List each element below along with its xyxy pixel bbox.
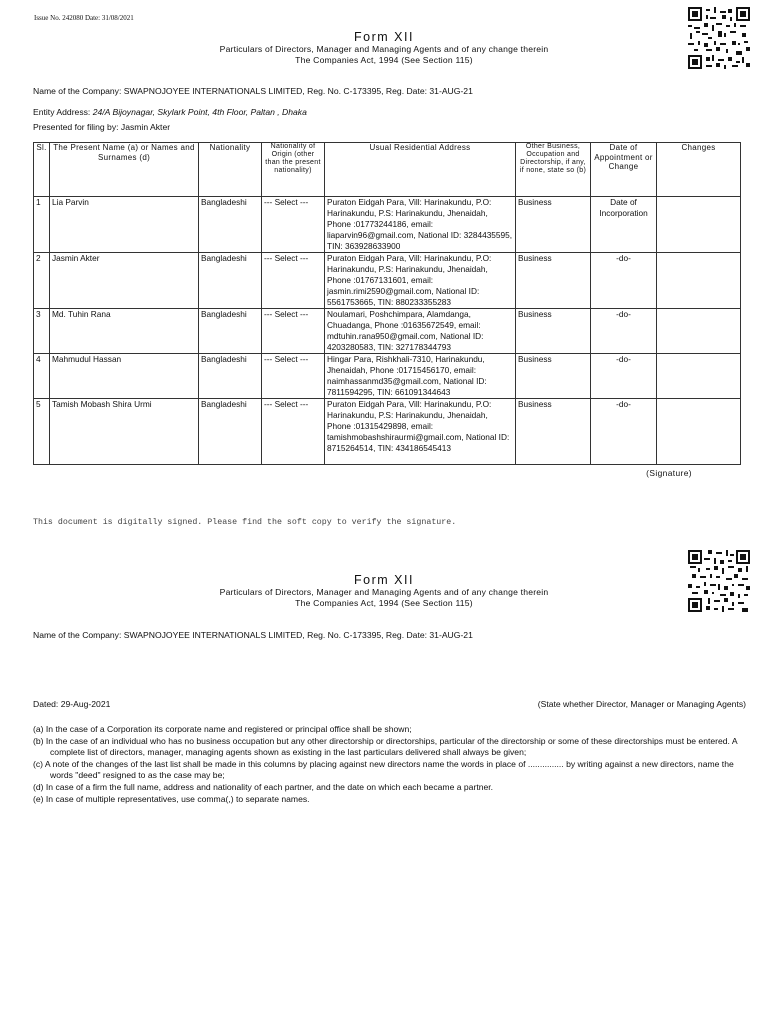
header-name: The Present Name (a) or Names and Surnames (d) [50,143,199,197]
row-name: Lia Parvin [50,197,199,253]
digital-signature-note: This document is digitally signed. Please find the soft copy to verify the signature. [33,518,457,527]
entity-address-value: 24/A Bijoynagar, Skylark Point, 4th Floor, Paltan , Dhaka [92,107,307,117]
row-date: -do- [591,354,657,399]
table-row [34,197,741,253]
page2-form-subtitle: Particulars of Directors, Manager and Managing Agents and of any change therein [219,587,549,597]
table-row [34,399,741,465]
row-sl: 2 [34,253,50,309]
company-line: Name of the Company: SWAPNOJOYEE INTERNATIONALS LIMITED, Reg. No. C-173395, Reg. Date: 31-AUG-21 [33,86,473,96]
row-sl: 5 [34,399,50,465]
header-date: Date of Appointment or Change [591,143,657,197]
header-changes: Changes [657,143,741,197]
row-date: -do- [591,309,657,354]
entity-address-label: Entity Address: [33,107,91,117]
row-other-business: Business [516,197,591,253]
header-sl: Sl. [34,143,50,197]
form-subtitle: Particulars of Directors, Manager and Managing Agents and of any change therein [219,44,549,54]
row-address: Hingar Para, Rishkhali-7310, Harinakundu, Jhenaidah, Phone :01715456170, email: naimhassanmd35@gmail.com, National ID: 7811594295, TIN: 661091344643 [325,354,516,399]
row-date: Date of Incorporation [591,197,657,253]
presented-by: Presented for filing by: Jasmin Akter [33,122,171,132]
footnote-b: (b) In the case of an individual who has no business occupation but any other directorship or directorships, particular of the directorship or some of these directorships must be entered. A complete list of directors, manager, managing agents shown as existing in the last particulars delivered shall always be given; [33,735,738,758]
row-changes [657,399,741,465]
row-other-business: Business [516,399,591,465]
row-name: Md. Tuhin Rana [50,309,199,354]
row-nationality: Bangladeshi [199,197,262,253]
row-nationality: Bangladeshi [199,399,262,465]
footnote-e: (e) In case of multiple representatives, use comma(,) to separate names. [33,793,310,804]
row-nationality: Bangladeshi [199,354,262,399]
row-origin-select: --- Select --- [262,354,325,399]
footnote-c: (c) A note of the changes of the last list shall be made in this columns by placing against new directors name the words in place of ............... by writing against a new directors, name the words "deed" resigned to as the case may be; [33,758,734,781]
row-nationality: Bangladeshi [199,309,262,354]
directors-table [33,142,741,465]
row-address: Puraton Eidgah Para, Vill: Harinakundu, P.O: Harinakundu, P.S: Harinakundu, Jhenaidah, Phone :01767131601, email: jasmin.rimi2590@gmail.com, National ID: 5561753665, TIN: 880233355283 [325,253,516,309]
row-name: Tamish Mobash Shira Urmi [50,399,199,465]
form-title: Form XII [354,30,414,44]
footnote-a: (a) In the case of a Corporation its corporate name and registered or principal office shall be shown; [33,724,412,734]
signature-label: (Signature) [646,468,692,478]
row-sl: 1 [34,197,50,253]
row-address: Puraton Eidgah Para, Vill: Harinakundu, P.O: Harinakundu, P.S: Harinakundu, Jhenaidah, Phone :01315429898, email: tamishmobashshiraurmi@gmail.com, National ID: 8715264514, TIN: 434186545413 [325,399,516,465]
table-row [34,309,741,354]
page2-form-title: Form XII [354,573,414,587]
header-nationality: Nationality [199,143,262,197]
row-date: -do- [591,399,657,465]
row-other-business: Business [516,309,591,354]
row-sl: 4 [34,354,50,399]
row-origin-select: --- Select --- [262,399,325,465]
row-changes [657,354,741,399]
entity-address [33,107,307,117]
page2-company-line: Name of the Company: SWAPNOJOYEE INTERNATIONALS LIMITED, Reg. No. C-173395, Reg. Date: 31-AUG-21 [33,630,473,640]
footnotes [33,724,753,805]
dated-line: Dated: 29-Aug-2021 [33,699,111,709]
header-other-business: Other Business, Occupation and Directorship, if any, if none, state so (b) [516,143,591,197]
row-address: Noulamari, Poshchimpara, Alamdanga, Chuadanga, Phone :01635672549, email: mdtuhin.rana950@gmail.com, National ID: 4203280583, TIN: 327178344793 [325,309,516,354]
page2-act-reference: The Companies Act, 1994 (See Section 115) [295,598,473,608]
row-origin-select: --- Select --- [262,309,325,354]
row-other-business: Business [516,354,591,399]
footnote-d: (d) In case of a firm the full name, address and nationality of each partner, and the date on which each became a partner. [33,781,494,792]
table-header-row [34,143,741,197]
row-changes [657,253,741,309]
row-nationality: Bangladeshi [199,253,262,309]
row-origin-select: --- Select --- [262,197,325,253]
state-whether-line: (State whether Director, Manager or Managing Agents) [537,699,746,709]
act-reference: The Companies Act, 1994 (See Section 115) [295,55,473,65]
header-origin: Nationality of Origin (other than the present nationality) [262,143,325,197]
row-changes [657,309,741,354]
row-sl: 3 [34,309,50,354]
row-name: Jasmin Akter [50,253,199,309]
header-address: Usual Residential Address [325,143,516,197]
row-other-business: Business [516,253,591,309]
table-row [34,354,741,399]
table-row [34,253,741,309]
row-name: Mahmudul Hassan [50,354,199,399]
row-origin-select: --- Select --- [262,253,325,309]
row-date: -do- [591,253,657,309]
row-changes [657,197,741,253]
row-address: Puraton Eidgah Para, Vill: Harinakundu, P.O: Harinakundu, P.S: Harinakundu, Jhenaidah, Phone :01773244186, email: liaparvin96@gmail.com, National ID: 3284435595, TIN: 363928633900 [325,197,516,253]
issue-number: Issue No. 242080 Date: 31/08/2021 [34,14,134,22]
